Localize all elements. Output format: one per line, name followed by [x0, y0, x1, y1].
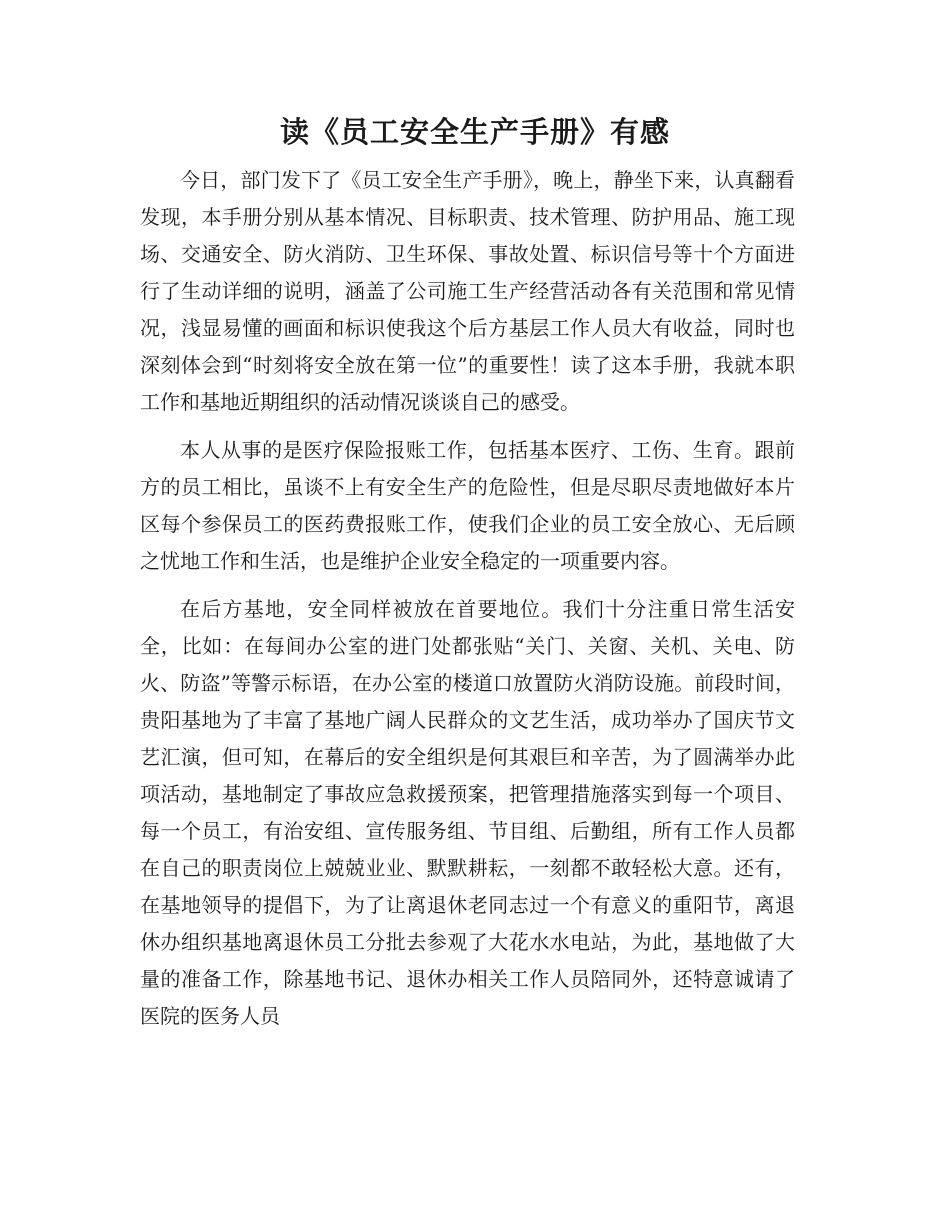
document-body	[140, 162, 795, 1035]
document-title: 读《员工安全生产手册》有感	[279, 115, 670, 149]
paragraph-1: 今日，部门发下了《员工安全生产手册》，晚上，静坐下来，认真翻看发现，本手册分别从基本情况、目标职责、技术管理、防护用品、施工现场、交通安全、防火消防、卫生环保、事故处置、标识信号等十个方面进行了生动详细的说明，涵盖了公司施工生产经营活动各有关范围和常见情况，浅显易懂的画面和标识使我这个后方基层工作人员大有收益，同时也深刻体会到“时刻将安全放在第一位”的重要性！读了这本手册，我就本职工作和基地近期组织的活动情况谈谈自己的感受。	[140, 168, 795, 414]
paragraph-3: 在后方基地，安全同样被放在首要地位。我们十分注重日常生活安全，比如：在每间办公室的进门处都张贴“关门、关窗、关机、关电、防火、防盗”等警示标语，在办公室的楼道口放置防火消防设施。前段时间，贵阳基地为了丰富了基地广阔人民群众的文艺生活，成功举办了国庆节文艺汇演，但可知，在幕后的安全组织是何其艰巨和辛苦，为了圆满举办此项活动，基地制定了事故应急救援预案，把管理措施落实到每一个项目、每一个员工，有治安组、宣传服务组、节目组、后勤组，所有工作人员都在自己的职责岗位上兢兢业业、默默耕耘，一刻都不敢轻松大意。还有，在基地领导的提倡下，为了让离退休老同志过一个有意义的重阳节，离退休办组织基地离退休员工分批去参观了大花水水电站，为此，基地做了大量的准备工作，除基地书记、退休办相关工作人员陪同外，还特意诚请了医院的医务人员	[140, 597, 795, 1028]
paragraph-2: 本人从事的是医疗保险报账工作，包括基本医疗、工伤、生育。跟前方的员工相比，虽谈不上有安全生产的危险性，但是尽职尽责地做好本片区每个参保员工的医药费报账工作，使我们企业的员工安全放心、无后顾之忧地工作和生活，也是维护企业安全稳定的一项重要内容。	[140, 438, 795, 573]
